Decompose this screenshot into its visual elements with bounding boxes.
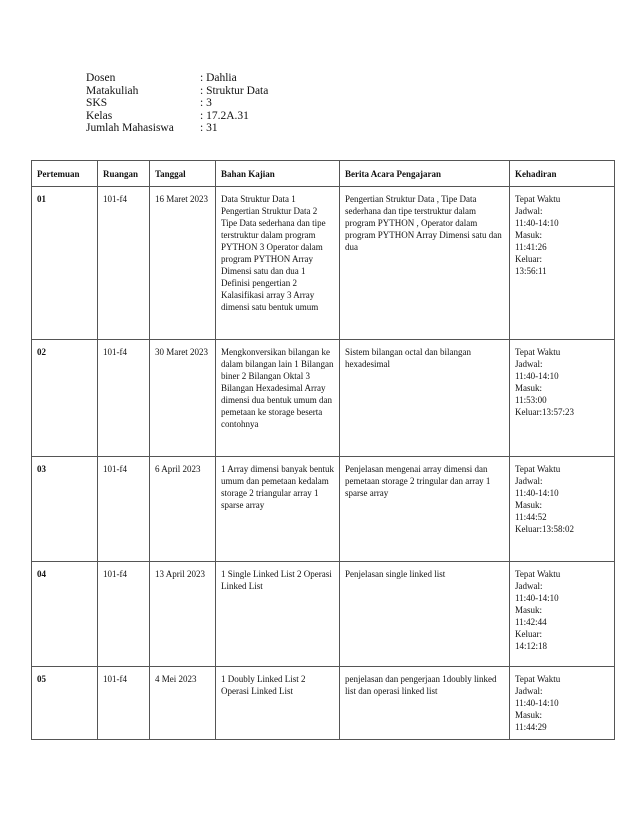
table-row <box>32 187 615 340</box>
cell-kehadiran <box>510 187 615 340</box>
kehadiran-line: 11:53:00 <box>515 395 547 405</box>
attendance-table <box>31 160 615 740</box>
cell-kehadiran <box>510 667 615 740</box>
kehadiran-line: 11:40-14:10 <box>515 593 559 603</box>
kehadiran-line: 14:12:18 <box>515 641 548 651</box>
info-label: Jumlah Mahasiswa <box>86 122 174 135</box>
cell-pertemuan: 02 <box>32 340 98 457</box>
info-value: : 31 <box>200 122 218 135</box>
kehadiran-line: Tepat Waktu <box>515 347 561 357</box>
cell-bahan-kajian: 1 Doubly Linked List 2 Operasi Linked List <box>216 667 340 740</box>
cell-kehadiran <box>510 457 615 562</box>
kehadiran-line: Tepat Waktu <box>515 464 561 474</box>
cell-pertemuan: 04 <box>32 562 98 667</box>
kehadiran-line: 11:44:52 <box>515 512 547 522</box>
info-value: : 17.2A.31 <box>200 109 249 122</box>
table-row <box>32 667 615 740</box>
info-row-dosen <box>86 72 268 85</box>
cell-pertemuan: 05 <box>32 667 98 740</box>
cell-bahan-kajian: Mengkonversikan bilangan ke dalam bilangan lain 1 Bilangan biner 2 Bilangan Oktal 3 Bilangan Hexadesimal Array dimensi dua bentuk umum dan pemetaan ke storage beserta contohnya <box>216 340 340 457</box>
header-tanggal: Tanggal <box>150 161 216 187</box>
cell-berita-acara: Sistem bilangan octal dan bilangan hexadesimal <box>340 340 510 457</box>
cell-ruangan: 101-f4 <box>98 187 150 340</box>
cell-bahan-kajian: Data Struktur Data 1 Pengertian Struktur Data 2 Tipe Data sederhana dan tipe terstruktur dalam program PYTHON 3 Operator dalam program PYTHON Array Dimensi satu dan dua 1 Definisi pengertian 2 Kalasifikasi array 3 Array dimensi satu bentuk umum <box>216 187 340 340</box>
course-info <box>86 72 268 135</box>
table-row <box>32 562 615 667</box>
kehadiran-line: 11:40-14:10 <box>515 698 559 708</box>
cell-bahan-kajian: 1 Single Linked List 2 Operasi Linked List <box>216 562 340 667</box>
info-value: : Struktur Data <box>200 84 269 97</box>
kehadiran-line: Jadwal: <box>515 581 543 591</box>
kehadiran-line: Keluar:13:58:02 <box>515 524 574 534</box>
table-row <box>32 457 615 562</box>
cell-tanggal: 13 April 2023 <box>150 562 216 667</box>
cell-berita-acara: penjelasan dan pengerjaan 1doubly linked list dan operasi linked list <box>340 667 510 740</box>
kehadiran-line: 11:44:29 <box>515 722 547 732</box>
kehadiran-line: Jadwal: <box>515 476 543 486</box>
info-label: Kelas <box>86 109 113 122</box>
kehadiran-line: Masuk: <box>515 230 542 240</box>
kehadiran-line: Jadwal: <box>515 686 543 696</box>
info-row-matakuliah <box>86 85 268 98</box>
cell-berita-acara: Penjelasan mengenai array dimensi dan pemetaan storage 2 tringular dan array 1 sparse array <box>340 457 510 562</box>
kehadiran-line: Tepat Waktu <box>515 569 561 579</box>
kehadiran-line: 11:42:44 <box>515 617 547 627</box>
info-label: Matakuliah <box>86 84 139 97</box>
cell-ruangan: 101-f4 <box>98 457 150 562</box>
kehadiran-line: Masuk: <box>515 500 542 510</box>
cell-bahan-kajian: 1 Array dimensi banyak bentuk umum dan pemetaan kedalam storage 2 triangular array 1 sparse array <box>216 457 340 562</box>
header-pertemuan: Pertemuan <box>32 161 98 187</box>
cell-ruangan: 101-f4 <box>98 667 150 740</box>
kehadiran-line: Tepat Waktu <box>515 194 561 204</box>
cell-pertemuan: 01 <box>32 187 98 340</box>
kehadiran-line: 13:56:11 <box>515 266 547 276</box>
table-row <box>32 340 615 457</box>
info-value: : Dahlia <box>200 72 237 84</box>
kehadiran-line: Masuk: <box>515 605 542 615</box>
table-header-row <box>32 161 615 187</box>
cell-ruangan: 101-f4 <box>98 340 150 457</box>
cell-tanggal: 16 Maret 2023 <box>150 187 216 340</box>
info-row-kelas <box>86 110 268 123</box>
cell-kehadiran <box>510 562 615 667</box>
kehadiran-line: 11:40-14:10 <box>515 218 559 228</box>
kehadiran-line: Jadwal: <box>515 206 543 216</box>
kehadiran-line: 11:40-14:10 <box>515 488 559 498</box>
kehadiran-line: Masuk: <box>515 383 542 393</box>
info-label: Dosen <box>86 72 116 84</box>
kehadiran-line: 11:40-14:10 <box>515 371 559 381</box>
header-berita-acara: Berita Acara Pengajaran <box>340 161 510 187</box>
kehadiran-line: Keluar: <box>515 254 542 264</box>
header-bahan-kajian: Bahan Kajian <box>216 161 340 187</box>
header-kehadiran: Kehadiran <box>510 161 615 187</box>
cell-kehadiran <box>510 340 615 457</box>
cell-tanggal: 6 April 2023 <box>150 457 216 562</box>
cell-berita-acara: Penjelasan single linked list <box>340 562 510 667</box>
info-label: SKS <box>86 97 108 110</box>
kehadiran-line: Masuk: <box>515 710 542 720</box>
info-row-jumlah-mahasiswa <box>86 122 268 135</box>
cell-tanggal: 30 Maret 2023 <box>150 340 216 457</box>
header-ruangan: Ruangan <box>98 161 150 187</box>
cell-ruangan: 101-f4 <box>98 562 150 667</box>
kehadiran-line: Tepat Waktu <box>515 674 561 684</box>
cell-berita-acara: Pengertian Struktur Data , Tipe Data sederhana dan tipe terstruktur dalam program PYTHON , Operator dalam program PYTHON Array Dimensi satu dan dua <box>340 187 510 340</box>
kehadiran-line: 11:41:26 <box>515 242 547 252</box>
kehadiran-line: Keluar: <box>515 629 542 639</box>
cell-tanggal: 4 Mei 2023 <box>150 667 216 740</box>
info-value: : 3 <box>200 97 212 110</box>
kehadiran-line: Jadwal: <box>515 359 543 369</box>
cell-pertemuan: 03 <box>32 457 98 562</box>
info-row-sks <box>86 97 268 110</box>
kehadiran-line: Keluar:13:57:23 <box>515 407 574 417</box>
